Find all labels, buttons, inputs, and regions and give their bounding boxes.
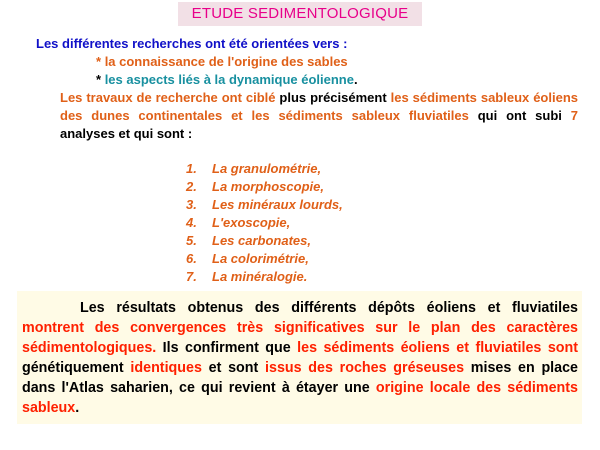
para-part: plus précisément — [275, 90, 391, 105]
bullet-star: * — [96, 72, 102, 87]
list-number: 5. — [186, 233, 197, 248]
list-label: La colorimétrie, — [212, 251, 309, 266]
analyses-list — [186, 160, 343, 286]
list-number: 3. — [186, 197, 197, 212]
list-label: Les carbonates, — [212, 233, 311, 248]
result-part: origine locale des sédiments sableux — [22, 380, 578, 416]
list-number: 2. — [186, 179, 197, 194]
page-title: ETUDE SEDIMENTOLOGIQUE — [178, 2, 422, 26]
para-part: qui ont subi — [468, 108, 571, 123]
list-item — [186, 250, 343, 268]
list-item — [186, 268, 343, 286]
bullet-end: . — [353, 72, 358, 87]
list-label: La morphoscopie, — [212, 179, 324, 194]
result-part: . — [75, 400, 80, 416]
bullet-text: les aspects liés à la dynamique éolienne — [104, 72, 354, 87]
list-number: 6. — [186, 251, 197, 266]
bullet-item-dynamics — [96, 72, 358, 87]
para-part: 7 — [570, 108, 578, 123]
list-item — [186, 196, 343, 214]
list-item — [186, 232, 343, 250]
bullet-text: la connaissance de l'origine des sables — [104, 54, 348, 69]
list-label: Les minéraux lourds, — [212, 197, 343, 212]
result-part: et sont — [201, 360, 266, 376]
bullet-item-origin — [96, 54, 348, 69]
list-item — [186, 214, 343, 232]
bullet-star: * — [96, 54, 102, 69]
result-part: Ils confirment que — [156, 340, 298, 356]
result-part: les sédiments éoliens et fluviatiles sont — [297, 340, 578, 356]
result-part: Les résultats obtenus des différents dépôts éoliens et fluviatiles — [80, 300, 578, 316]
intro-line: Les différentes recherches ont été orientées vers : — [36, 36, 348, 51]
result-part: mises en place dans l'Atlas saharien, ce qui revient à étayer une — [22, 360, 579, 396]
list-number: 7. — [186, 269, 197, 284]
list-label: La minéralogie. — [212, 269, 308, 284]
research-paragraph — [60, 89, 578, 143]
list-number: 1. — [186, 161, 197, 176]
results-paragraph — [22, 298, 578, 418]
list-item — [186, 160, 343, 178]
list-label: La granulométrie, — [212, 161, 322, 176]
result-part: identiques — [130, 360, 202, 376]
list-label: L'exoscopie, — [212, 215, 291, 230]
result-part: montrent des convergences très significatives sur le plan des caractères sédimentologiques. — [22, 320, 578, 356]
list-item — [186, 178, 343, 196]
result-part: issus des roches gréseuses — [265, 360, 465, 376]
list-number: 4. — [186, 215, 197, 230]
para-part: les sédiments sableux éoliens des dunes continentales et les sédiments sableux fluviatiles — [60, 90, 578, 123]
para-part: Les travaux de recherche ont ciblé — [60, 90, 276, 105]
result-part: génétiquement — [22, 360, 131, 376]
para-part: analyses et qui sont : — [60, 126, 193, 141]
